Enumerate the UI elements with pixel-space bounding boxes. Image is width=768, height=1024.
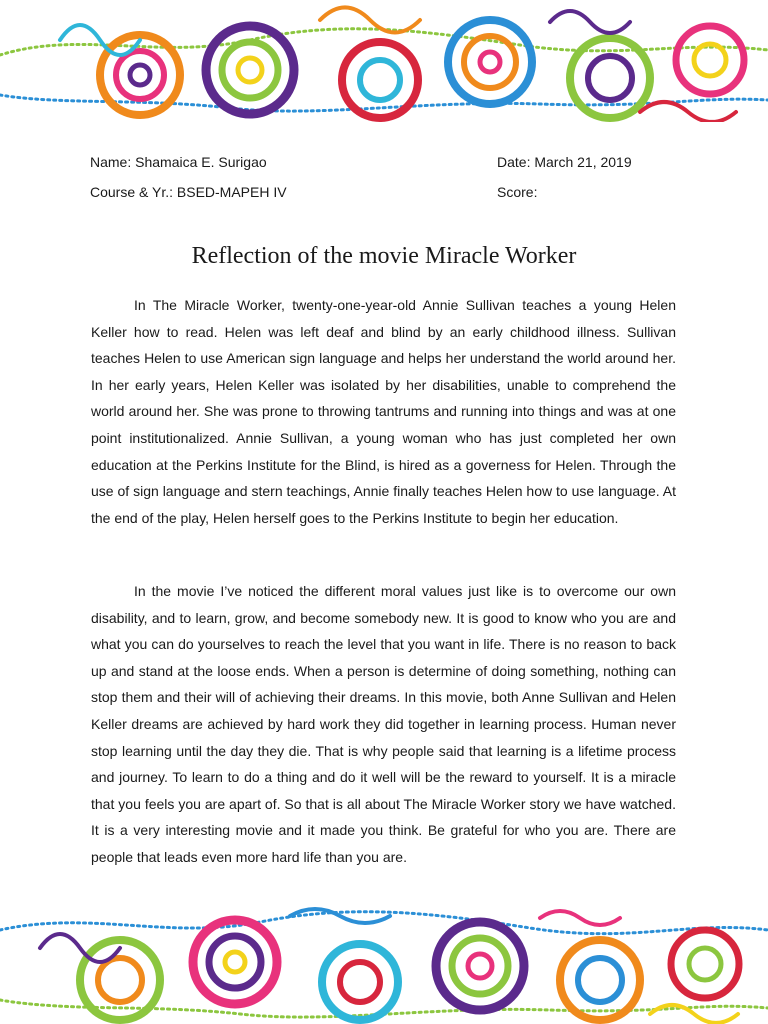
score: Score: [497,184,538,200]
swirl-decoration [0,900,768,1024]
course-year: Course & Yr.: BSED-MAPEH IV [90,184,287,200]
student-name: Name: Shamaica E. Surigao [90,154,267,170]
top-swirl-banner [0,0,768,122]
paragraph-summary: In The Miracle Worker, twenty-one-year-old Annie Sullivan teaches a young Helen Keller how to read. Helen was left deaf and blind by an early childhood illness. Sullivan teaches Helen to use American sign language and helps her understand the world around her. In her early years, Helen Keller was isolated by her disabilities, unable to comprehend the world around her. She was prone to throwing tantrums and running into things and was at one point institutionalized. Annie Sullivan, a young woman who has just completed her own education at the Perkins Institute for the Blind, is hired as a governess for Helen. Through the use of sign language and stern teachings, Annie finally teaches Helen how to use language. At the end of the play, Helen herself goes to the Perkins Institute to begin her education. [91,297,676,526]
date: Date: March 21, 2019 [497,154,632,170]
document-title: Reflection of the movie Miracle Worker [191,243,577,269]
paragraph-reflection: In the movie I’ve noticed the different moral values just like is to overcome our own disability, and to learn, grow, and become somebody new. It is good to know who you are and what you can do yourselves to reach the level that you want in life. There is no reason to back up and stand at the loose ends. When a person is determine of doing something, nothing can stop them and their will of achieving their dreams. In this movie, both Anne Sullivan and Helen Keller dreams are achieved by hard work they did together in learning process. Human never stop learning until the day they die. That is why people said that learning is a lifetime process and journey. To learn to do a thing and do it well will be the reward to yourself. It is a miracle that you feels you are apart of. So that is all about The Miracle Worker story we have watched. It is a very interesting movie and it made you think. Be grateful for who you are. There are people that leads even more hard life than you are. [91,583,676,865]
swirl-decoration [0,0,768,122]
bottom-swirl-banner [0,900,768,1024]
